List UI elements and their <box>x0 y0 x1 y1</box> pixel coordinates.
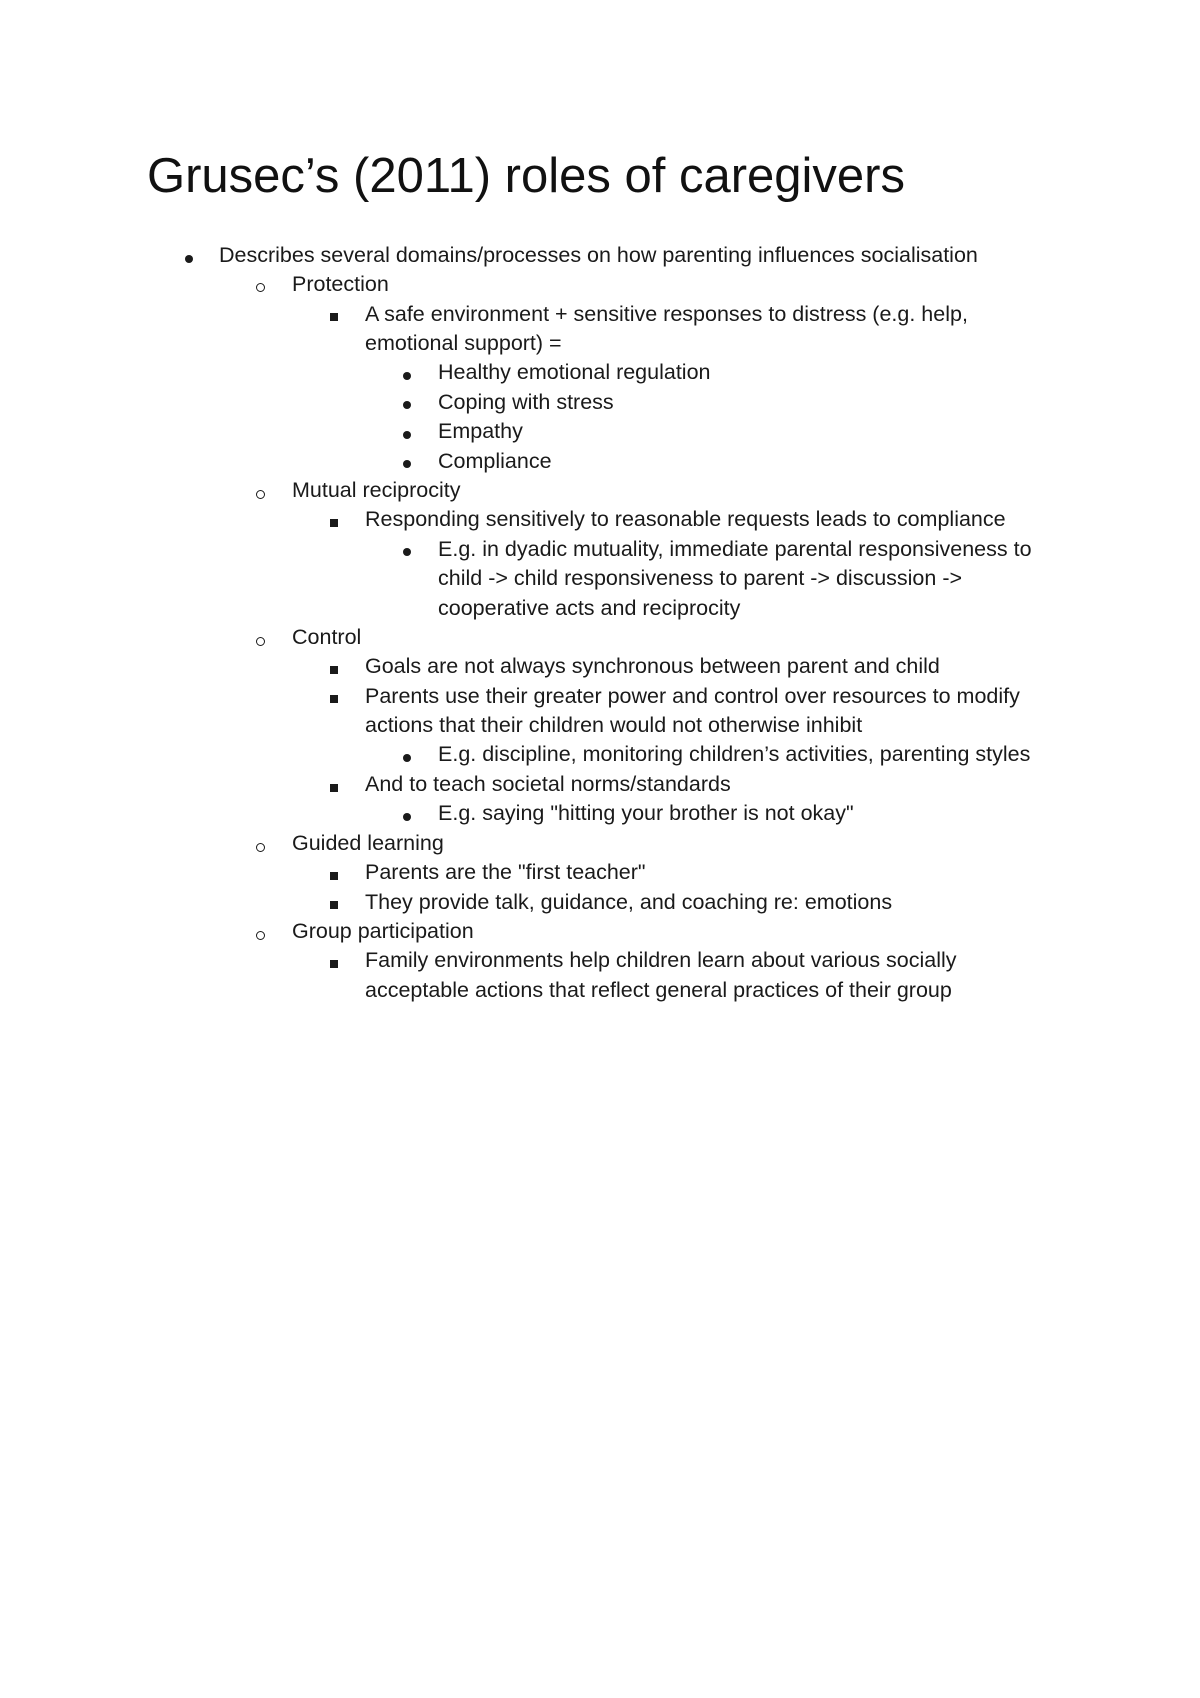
list-item-level3: Responding sensitively to reasonable requests leads to compliance <box>365 507 1006 531</box>
list-item-level3: Family environments help children learn about various socially <box>365 948 957 972</box>
list-item-level3: And to teach societal norms/standards <box>365 772 731 796</box>
bullet-square-icon <box>330 695 338 703</box>
list-item-level3: Parents use their greater power and control over resources to modify <box>365 684 1020 708</box>
list-item-level4: E.g. in dyadic mutuality, immediate parental responsiveness to <box>438 537 1032 561</box>
bullet-square-icon <box>330 666 338 674</box>
bullet-disc-icon <box>403 754 411 762</box>
list-item-level3-continued: actions that their children would not otherwise inhibit <box>365 713 863 737</box>
bullet-disc-icon <box>403 460 411 468</box>
bullet-square-icon <box>330 901 338 909</box>
bullet-square-icon <box>330 872 338 880</box>
list-item-level3: A safe environment + sensitive responses to distress (e.g. help, <box>365 302 968 326</box>
page-title: Grusec’s (2011) roles of caregivers <box>147 149 905 203</box>
list-item-level4: E.g. saying "hitting your brother is not okay" <box>438 801 854 825</box>
list-item-level4: Coping with stress <box>438 390 614 414</box>
bullet-square-icon <box>330 784 338 792</box>
list-item-level4-continued: cooperative acts and reciprocity <box>438 596 741 620</box>
bullet-square-icon <box>330 313 338 321</box>
bullet-disc-icon <box>403 548 411 556</box>
list-item-level3: Goals are not always synchronous between parent and child <box>365 654 940 678</box>
list-item-level4: Empathy <box>438 419 523 443</box>
list-item-level3-continued: emotional support) = <box>365 331 562 355</box>
bullet-circle-icon <box>256 490 265 499</box>
bullet-square-icon <box>330 960 338 968</box>
bullet-circle-icon <box>256 843 265 852</box>
list-item-level4: E.g. discipline, monitoring children’s activities, parenting styles <box>438 742 1031 766</box>
list-item-group-participation: Group participation <box>292 919 474 943</box>
bullet-circle-icon <box>256 283 265 292</box>
bullet-disc-icon <box>403 431 411 439</box>
list-item-level3: They provide talk, guidance, and coaching re: emotions <box>365 890 893 914</box>
list-item-level1: Describes several domains/processes on how parenting influences socialisation <box>219 243 978 267</box>
list-item-control: Control <box>292 625 362 649</box>
bullet-circle-icon <box>256 931 265 940</box>
bullet-disc-icon <box>185 255 193 263</box>
bullet-disc-icon <box>403 372 411 380</box>
list-item-level4: Compliance <box>438 449 552 473</box>
list-item-level3-continued: acceptable actions that reflect general practices of their group <box>365 978 952 1002</box>
bullet-disc-icon <box>403 813 411 821</box>
bullet-square-icon <box>330 519 338 527</box>
list-item-guided-learning: Guided learning <box>292 831 444 855</box>
list-item-level3: Parents are the "first teacher" <box>365 860 646 884</box>
list-item-protection: Protection <box>292 272 389 296</box>
list-item-level4: Healthy emotional regulation <box>438 360 711 384</box>
list-item-mutual-reciprocity: Mutual reciprocity <box>292 478 461 502</box>
bullet-circle-icon <box>256 637 265 646</box>
bullet-disc-icon <box>403 401 411 409</box>
list-item-level4-continued: child -> child responsiveness to parent -> discussion -> <box>438 566 963 590</box>
